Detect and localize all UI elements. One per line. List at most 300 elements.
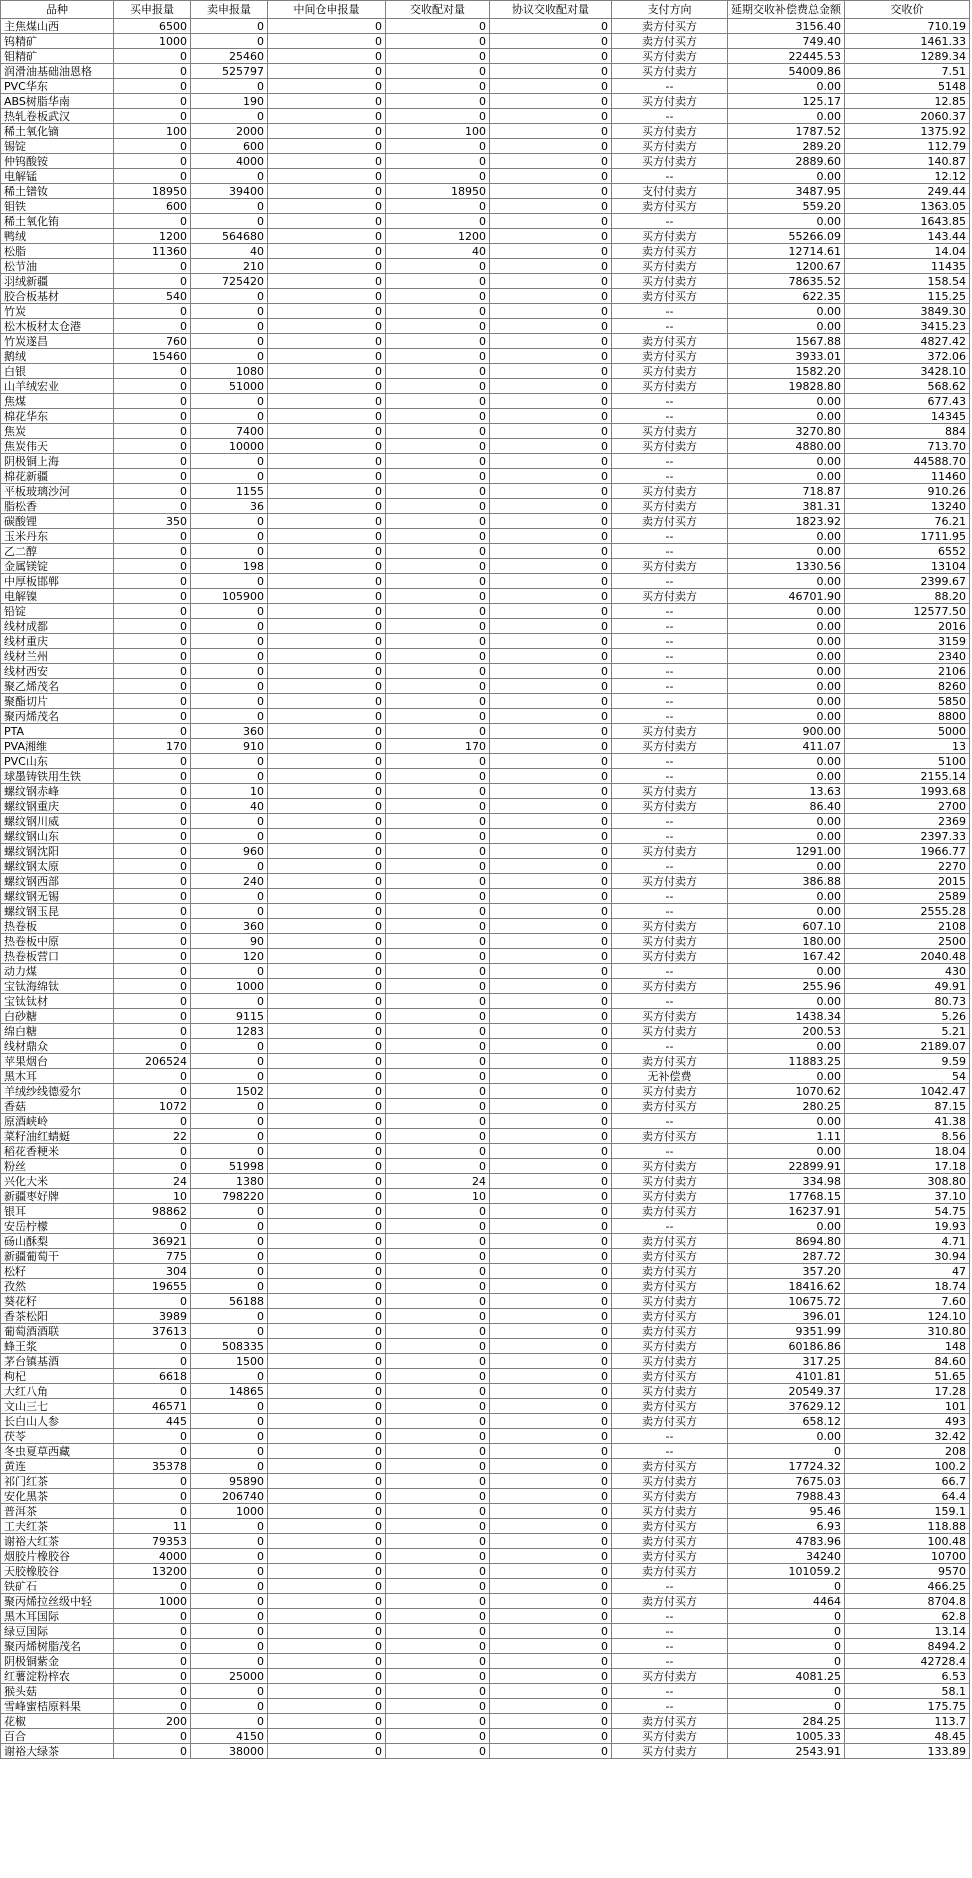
cell-variety: 脂松香 [1,499,114,514]
cell-variety: 钼精矿 [1,49,114,64]
cell-variety: 锡锭 [1,139,114,154]
cell-compensation-total: 22445.53 [728,49,845,64]
cell-buy-qty: 0 [114,439,191,454]
cell-delivery-price: 17.18 [845,1159,970,1174]
cell-matched-qty: 0 [386,214,490,229]
cell-variety: 竹炭遂昌 [1,334,114,349]
cell-mid-warehouse-qty: 0 [268,1384,386,1399]
cell-variety: 羽绒新疆 [1,274,114,289]
table-row [1,1744,970,1759]
cell-sell-qty: 0 [191,604,268,619]
cell-mid-warehouse-qty: 0 [268,394,386,409]
table-row [1,1249,970,1264]
cell-agreement-matched-qty: 0 [490,979,612,994]
cell-compensation-total: 0.00 [728,814,845,829]
cell-matched-qty: 0 [386,634,490,649]
cell-matched-qty: 0 [386,349,490,364]
cell-sell-qty: 0 [191,169,268,184]
cell-mid-warehouse-qty: 0 [268,1234,386,1249]
cell-agreement-matched-qty: 0 [490,409,612,424]
cell-mid-warehouse-qty: 0 [268,34,386,49]
cell-compensation-total: 12714.61 [728,244,845,259]
cell-payment-direction: -- [612,109,728,124]
cell-matched-qty: 0 [386,1579,490,1594]
cell-sell-qty: 40 [191,799,268,814]
cell-delivery-price: 7.51 [845,64,970,79]
cell-compensation-total: 0.00 [728,964,845,979]
cell-matched-qty: 10 [386,1189,490,1204]
table-row [1,154,970,169]
cell-compensation-total: 255.96 [728,979,845,994]
cell-compensation-total: 1070.62 [728,1084,845,1099]
table-row [1,1084,970,1099]
cell-matched-qty: 0 [386,1084,490,1099]
table-row [1,604,970,619]
cell-matched-qty: 0 [386,259,490,274]
cell-compensation-total: 0 [728,1684,845,1699]
cell-mid-warehouse-qty: 0 [268,604,386,619]
cell-variety: 焦炭 [1,424,114,439]
cell-sell-qty: 600 [191,139,268,154]
cell-delivery-price: 1711.95 [845,529,970,544]
cell-variety: 螺纹钢赤峰 [1,784,114,799]
cell-variety: PVC华东 [1,79,114,94]
cell-agreement-matched-qty: 0 [490,214,612,229]
cell-delivery-price: 148 [845,1339,970,1354]
cell-sell-qty: 0 [191,1324,268,1339]
cell-mid-warehouse-qty: 0 [268,409,386,424]
cell-delivery-price: 1966.77 [845,844,970,859]
cell-payment-direction: 买方付卖方 [612,1159,728,1174]
cell-agreement-matched-qty: 0 [490,724,612,739]
cell-agreement-matched-qty: 0 [490,34,612,49]
cell-payment-direction: 卖方付买方 [612,1204,728,1219]
cell-compensation-total: 0 [728,1579,845,1594]
cell-matched-qty: 0 [386,919,490,934]
cell-matched-qty: 0 [386,1639,490,1654]
cell-matched-qty: 0 [386,1684,490,1699]
cell-delivery-price: 19.93 [845,1219,970,1234]
cell-delivery-price: 1461.33 [845,34,970,49]
cell-mid-warehouse-qty: 0 [268,64,386,79]
cell-compensation-total: 0.00 [728,664,845,679]
cell-compensation-total: 180.00 [728,934,845,949]
table-row [1,1459,970,1474]
cell-agreement-matched-qty: 0 [490,889,612,904]
cell-mid-warehouse-qty: 0 [268,1279,386,1294]
cell-buy-qty: 0 [114,619,191,634]
cell-sell-qty: 360 [191,724,268,739]
cell-matched-qty: 0 [386,94,490,109]
table-row [1,454,970,469]
cell-variety: 葵花籽 [1,1294,114,1309]
table-row [1,1624,970,1639]
cell-mid-warehouse-qty: 0 [268,1054,386,1069]
cell-delivery-price: 6.53 [845,1669,970,1684]
cell-mid-warehouse-qty: 0 [268,484,386,499]
table-row [1,904,970,919]
cell-agreement-matched-qty: 0 [490,1219,612,1234]
cell-mid-warehouse-qty: 0 [268,49,386,64]
cell-mid-warehouse-qty: 0 [268,259,386,274]
cell-compensation-total: 200.53 [728,1024,845,1039]
cell-mid-warehouse-qty: 0 [268,469,386,484]
cell-delivery-price: 32.42 [845,1429,970,1444]
cell-agreement-matched-qty: 0 [490,1039,612,1054]
col-header-mid-warehouse-qty: 中间仓申报量 [268,1,386,19]
cell-buy-qty: 0 [114,1384,191,1399]
cell-variety: 砀山酥梨 [1,1234,114,1249]
cell-variety: 螺纹钢无锡 [1,889,114,904]
cell-payment-direction: 卖方付买方 [612,1714,728,1729]
cell-variety: 钼铁 [1,199,114,214]
table-row [1,1699,970,1714]
cell-variety: 宝钛海绵钛 [1,979,114,994]
cell-mid-warehouse-qty: 0 [268,289,386,304]
cell-compensation-total: 284.25 [728,1714,845,1729]
table-row [1,124,970,139]
cell-agreement-matched-qty: 0 [490,1519,612,1534]
table-row [1,1369,970,1384]
cell-mid-warehouse-qty: 0 [268,1714,386,1729]
cell-payment-direction: 买方付卖方 [612,844,728,859]
cell-mid-warehouse-qty: 0 [268,949,386,964]
cell-variety: 茯苓 [1,1429,114,1444]
cell-payment-direction: 买方付卖方 [612,1024,728,1039]
cell-mid-warehouse-qty: 0 [268,1699,386,1714]
cell-mid-warehouse-qty: 0 [268,349,386,364]
cell-payment-direction: -- [612,1624,728,1639]
cell-mid-warehouse-qty: 0 [268,1489,386,1504]
cell-matched-qty: 0 [386,619,490,634]
cell-agreement-matched-qty: 0 [490,1339,612,1354]
cell-mid-warehouse-qty: 0 [268,109,386,124]
cell-mid-warehouse-qty: 0 [268,739,386,754]
cell-mid-warehouse-qty: 0 [268,649,386,664]
cell-sell-qty: 0 [191,1564,268,1579]
cell-mid-warehouse-qty: 0 [268,19,386,34]
cell-payment-direction: 买方付卖方 [612,1294,728,1309]
cell-buy-qty: 0 [114,694,191,709]
cell-matched-qty: 0 [386,574,490,589]
cell-variety: 天胶橡胶谷 [1,1564,114,1579]
table-row [1,1324,970,1339]
cell-payment-direction: -- [612,304,728,319]
cell-buy-qty: 0 [114,319,191,334]
cell-sell-qty: 0 [191,319,268,334]
cell-matched-qty: 0 [386,1024,490,1039]
cell-agreement-matched-qty: 0 [490,1099,612,1114]
cell-variety: 蜂王浆 [1,1339,114,1354]
table-row [1,1354,970,1369]
cell-mid-warehouse-qty: 0 [268,439,386,454]
cell-matched-qty: 0 [386,169,490,184]
cell-matched-qty: 0 [386,1609,490,1624]
cell-variety: 黄连 [1,1459,114,1474]
cell-delivery-price: 5148 [845,79,970,94]
cell-matched-qty: 0 [386,1474,490,1489]
cell-matched-qty: 0 [386,679,490,694]
table-row [1,259,970,274]
cell-sell-qty: 0 [191,544,268,559]
cell-agreement-matched-qty: 0 [490,814,612,829]
cell-payment-direction: -- [612,169,728,184]
cell-delivery-price: 44588.70 [845,454,970,469]
cell-variety: PVA湘维 [1,739,114,754]
cell-matched-qty: 0 [386,1429,490,1444]
table-row [1,1114,970,1129]
cell-matched-qty: 0 [386,274,490,289]
cell-variety: 苹果烟台 [1,1054,114,1069]
cell-payment-direction: 买方付卖方 [612,64,728,79]
cell-buy-qty: 0 [114,1654,191,1669]
cell-payment-direction: 卖方付买方 [612,1459,728,1474]
cell-compensation-total: 386.88 [728,874,845,889]
cell-agreement-matched-qty: 0 [490,244,612,259]
cell-matched-qty: 0 [386,1594,490,1609]
table-row [1,709,970,724]
cell-agreement-matched-qty: 0 [490,904,612,919]
cell-compensation-total: 86.40 [728,799,845,814]
cell-delivery-price: 37.10 [845,1189,970,1204]
cell-sell-qty: 508335 [191,1339,268,1354]
cell-compensation-total: 3270.80 [728,424,845,439]
cell-agreement-matched-qty: 0 [490,1654,612,1669]
cell-matched-qty: 40 [386,244,490,259]
cell-mid-warehouse-qty: 0 [268,1474,386,1489]
cell-buy-qty: 0 [114,784,191,799]
cell-buy-qty: 35378 [114,1459,191,1474]
cell-matched-qty: 0 [386,1294,490,1309]
cell-mid-warehouse-qty: 0 [268,1264,386,1279]
cell-buy-qty: 0 [114,844,191,859]
cell-buy-qty: 0 [114,454,191,469]
cell-agreement-matched-qty: 0 [490,1129,612,1144]
table-row [1,1309,970,1324]
cell-payment-direction: -- [612,604,728,619]
cell-agreement-matched-qty: 0 [490,94,612,109]
cell-payment-direction: 买方付卖方 [612,1474,728,1489]
cell-delivery-price: 9570 [845,1564,970,1579]
cell-sell-qty: 0 [191,1264,268,1279]
cell-sell-qty: 95890 [191,1474,268,1489]
cell-payment-direction: -- [612,574,728,589]
cell-delivery-price: 48.45 [845,1729,970,1744]
table-row [1,1039,970,1054]
cell-delivery-price: 4.71 [845,1234,970,1249]
cell-delivery-price: 249.44 [845,184,970,199]
cell-variety: 螺纹钢沈阳 [1,844,114,859]
cell-mid-warehouse-qty: 0 [268,559,386,574]
cell-compensation-total: 0.00 [728,889,845,904]
cell-payment-direction: 买方付卖方 [612,154,728,169]
cell-payment-direction: 卖方付买方 [612,1564,728,1579]
cell-delivery-price: 13240 [845,499,970,514]
cell-variety: 烟胶片橡胶谷 [1,1549,114,1564]
cell-payment-direction: 买方付卖方 [612,1489,728,1504]
cell-agreement-matched-qty: 0 [490,289,612,304]
cell-buy-qty: 0 [114,1729,191,1744]
cell-matched-qty: 0 [386,559,490,574]
cell-mid-warehouse-qty: 0 [268,1039,386,1054]
cell-mid-warehouse-qty: 0 [268,874,386,889]
cell-payment-direction: 买方付卖方 [612,739,728,754]
cell-mid-warehouse-qty: 0 [268,754,386,769]
cell-matched-qty: 0 [386,649,490,664]
cell-variety: 球墨铸铁用生铁 [1,769,114,784]
cell-mid-warehouse-qty: 0 [268,1609,386,1624]
cell-matched-qty: 0 [386,1504,490,1519]
cell-buy-qty: 19655 [114,1279,191,1294]
cell-compensation-total: 1438.34 [728,1009,845,1024]
cell-payment-direction: -- [612,889,728,904]
cell-agreement-matched-qty: 0 [490,319,612,334]
cell-buy-qty: 0 [114,469,191,484]
cell-mid-warehouse-qty: 0 [268,814,386,829]
cell-mid-warehouse-qty: 0 [268,1354,386,1369]
cell-buy-qty: 0 [114,109,191,124]
cell-buy-qty: 13200 [114,1564,191,1579]
table-row [1,1189,970,1204]
cell-matched-qty: 0 [386,589,490,604]
cell-compensation-total: 18416.62 [728,1279,845,1294]
cell-compensation-total: 10675.72 [728,1294,845,1309]
table-row [1,559,970,574]
cell-compensation-total: 6.93 [728,1519,845,1534]
cell-payment-direction: 卖方付买方 [612,1279,728,1294]
cell-matched-qty: 0 [386,994,490,1009]
cell-compensation-total: 0.00 [728,1039,845,1054]
cell-buy-qty: 0 [114,409,191,424]
table-row [1,1429,970,1444]
cell-sell-qty: 7400 [191,424,268,439]
cell-agreement-matched-qty: 0 [490,1054,612,1069]
cell-compensation-total: 3156.40 [728,19,845,34]
table-row [1,1564,970,1579]
cell-agreement-matched-qty: 0 [490,919,612,934]
cell-buy-qty: 3989 [114,1309,191,1324]
cell-payment-direction: 买方付卖方 [612,229,728,244]
cell-matched-qty: 1200 [386,229,490,244]
cell-delivery-price: 18.74 [845,1279,970,1294]
cell-matched-qty: 0 [386,529,490,544]
cell-delivery-price: 41.38 [845,1114,970,1129]
table-row [1,814,970,829]
cell-payment-direction: -- [612,529,728,544]
cell-delivery-price: 159.1 [845,1504,970,1519]
cell-agreement-matched-qty: 0 [490,454,612,469]
table-row [1,754,970,769]
cell-delivery-price: 2016 [845,619,970,634]
cell-buy-qty: 1000 [114,34,191,49]
cell-variety: 雪峰蜜桔原料果 [1,1699,114,1714]
cell-compensation-total: 9351.99 [728,1324,845,1339]
cell-buy-qty: 0 [114,424,191,439]
table-row [1,64,970,79]
cell-mid-warehouse-qty: 0 [268,1549,386,1564]
table-row [1,274,970,289]
cell-payment-direction: 买方付卖方 [612,799,728,814]
cell-variety: 聚丙烯拉丝级中轻 [1,1594,114,1609]
col-header-delivery-price: 交收价 [845,1,970,19]
cell-sell-qty: 0 [191,1039,268,1054]
table-row [1,229,970,244]
cell-compensation-total: 0 [728,1699,845,1714]
cell-delivery-price: 208 [845,1444,970,1459]
cell-buy-qty: 0 [114,1579,191,1594]
col-header-compensation-total: 延期交收补偿费总金额 [728,1,845,19]
cell-agreement-matched-qty: 0 [490,229,612,244]
cell-agreement-matched-qty: 0 [490,49,612,64]
cell-sell-qty: 0 [191,1684,268,1699]
cell-compensation-total: 8694.80 [728,1234,845,1249]
cell-variety: 钨精矿 [1,34,114,49]
cell-agreement-matched-qty: 0 [490,754,612,769]
cell-mid-warehouse-qty: 0 [268,274,386,289]
cell-delivery-price: 4827.42 [845,334,970,349]
cell-payment-direction: 买方付卖方 [612,784,728,799]
table-row [1,1609,970,1624]
table-row [1,1639,970,1654]
cell-sell-qty: 4150 [191,1729,268,1744]
cell-buy-qty: 0 [114,49,191,64]
cell-agreement-matched-qty: 0 [490,1234,612,1249]
cell-variety: 平板玻璃沙河 [1,484,114,499]
cell-compensation-total: 4081.25 [728,1669,845,1684]
cell-agreement-matched-qty: 0 [490,1399,612,1414]
cell-sell-qty: 0 [191,529,268,544]
cell-agreement-matched-qty: 0 [490,1609,612,1624]
table-row [1,394,970,409]
cell-delivery-price: 3159 [845,634,970,649]
cell-delivery-price: 13104 [845,559,970,574]
cell-variety: 绵白糖 [1,1024,114,1039]
cell-matched-qty: 0 [386,469,490,484]
cell-payment-direction: 卖方付买方 [612,1099,728,1114]
cell-buy-qty: 0 [114,1474,191,1489]
cell-buy-qty: 0 [114,814,191,829]
cell-mid-warehouse-qty: 0 [268,769,386,784]
cell-sell-qty: 0 [191,1609,268,1624]
cell-matched-qty: 0 [386,754,490,769]
cell-variety: 聚丙烯茂名 [1,709,114,724]
table-row [1,1549,970,1564]
cell-mid-warehouse-qty: 0 [268,1144,386,1159]
cell-sell-qty: 240 [191,874,268,889]
table-row [1,1219,970,1234]
cell-delivery-price: 2399.67 [845,574,970,589]
cell-sell-qty: 0 [191,394,268,409]
cell-compensation-total: 0 [728,1624,845,1639]
cell-compensation-total: 0.00 [728,454,845,469]
cell-buy-qty: 0 [114,1354,191,1369]
cell-agreement-matched-qty: 0 [490,1504,612,1519]
cell-variety: 松节油 [1,259,114,274]
cell-agreement-matched-qty: 0 [490,154,612,169]
cell-compensation-total: 0.00 [728,1219,845,1234]
cell-payment-direction: -- [612,214,728,229]
cell-agreement-matched-qty: 0 [490,694,612,709]
cell-delivery-price: 118.88 [845,1519,970,1534]
cell-variety: 线材重庆 [1,634,114,649]
cell-sell-qty: 56188 [191,1294,268,1309]
table-row [1,334,970,349]
table-row [1,244,970,259]
cell-compensation-total: 20549.37 [728,1384,845,1399]
cell-variety: 松脂 [1,244,114,259]
cell-agreement-matched-qty: 0 [490,1159,612,1174]
col-header-buy-qty: 买申报量 [114,1,191,19]
